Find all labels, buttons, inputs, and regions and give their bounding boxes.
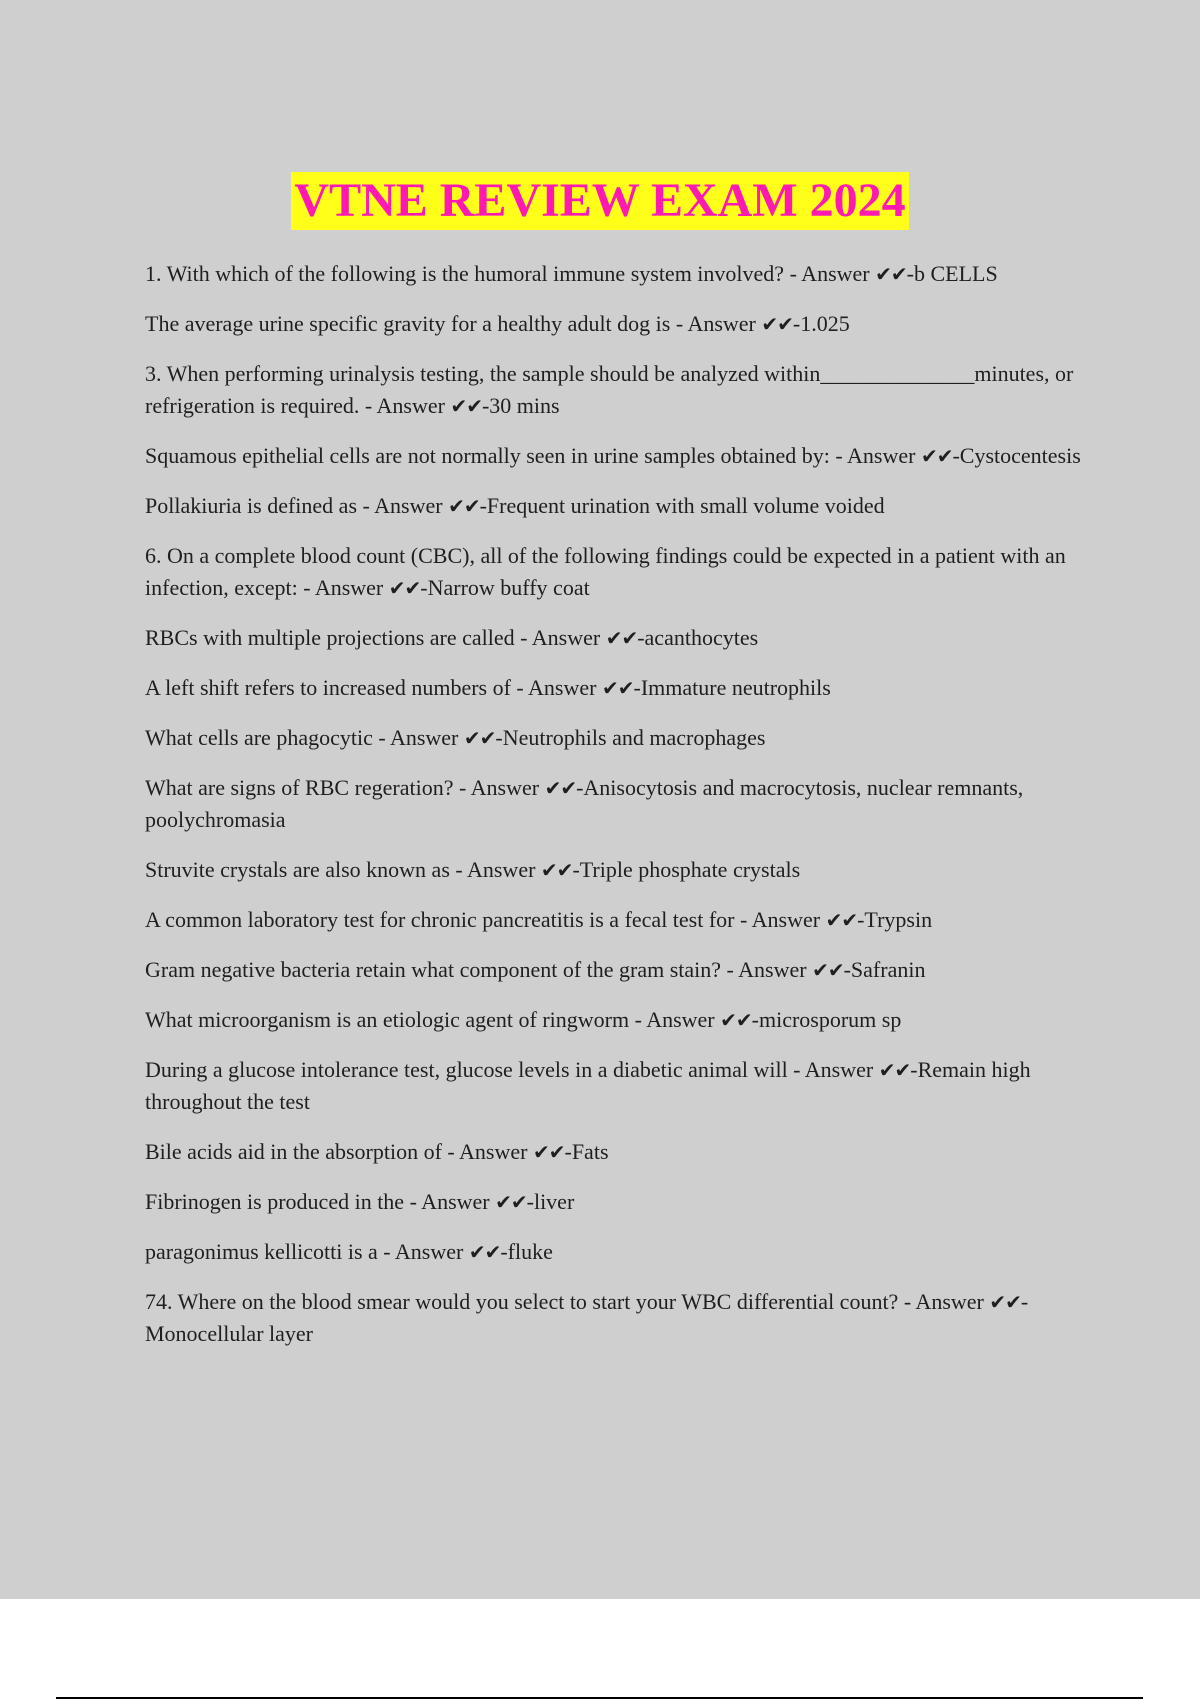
document-title: VTNE REVIEW EXAM 2024 — [291, 172, 908, 230]
double-check-icon: ✔✔ — [544, 776, 577, 800]
qa-item — [145, 258, 1085, 290]
answer-text: -microsporum sp — [751, 1007, 902, 1032]
answer-text: -b CELLS — [906, 261, 998, 286]
question-text: Gram negative bacteria retain what component of the gram stain? - Answer — [145, 957, 813, 982]
qa-item — [145, 1186, 1085, 1218]
qa-item — [145, 1236, 1085, 1268]
double-check-icon: ✔✔ — [875, 262, 907, 286]
question-text: 1. With which of the following is the humoral immune system involved? - Answer — [145, 261, 876, 286]
answer-text: -1.025 — [792, 311, 850, 336]
question-text: Fibrinogen is produced in the - Answer — [145, 1189, 496, 1214]
qa-item — [145, 358, 1085, 422]
answer-text: -Immature neutrophils — [633, 675, 831, 700]
qa-item — [145, 540, 1085, 604]
qa-item — [145, 308, 1085, 340]
qa-item — [145, 1004, 1085, 1036]
question-text: paragonimus kellicotti is a - Answer — [145, 1239, 469, 1264]
double-check-icon: ✔✔ — [463, 726, 496, 750]
answer-text: -Fats — [564, 1139, 609, 1164]
double-check-icon: ✔✔ — [720, 1008, 752, 1032]
question-text: RBCs with multiple projections are called - Answer — [145, 625, 606, 650]
answer-text: -fluke — [500, 1239, 553, 1264]
question-text: A left shift refers to increased numbers of - Answer — [145, 675, 602, 700]
answer-text: -Cystocentesis — [952, 443, 1081, 468]
answer-text: -Remain high throughout the test — [145, 1057, 1031, 1114]
question-answer-list — [145, 258, 1085, 1368]
double-check-icon: ✔✔ — [601, 676, 634, 700]
qa-item — [145, 622, 1085, 654]
qa-item — [145, 722, 1085, 754]
answer-text: -Narrow buffy coat — [420, 575, 590, 600]
double-check-icon: ✔✔ — [468, 1240, 501, 1264]
double-check-icon: ✔✔ — [920, 444, 953, 468]
double-check-icon: ✔✔ — [532, 1140, 565, 1164]
qa-item — [145, 1286, 1085, 1350]
question-text: Struvite crystals are also known as - Answer — [145, 857, 541, 882]
question-text: Bile acids aid in the absorption of - Answer — [145, 1139, 533, 1164]
answer-text: -Trypsin — [857, 907, 933, 932]
qa-item — [145, 672, 1085, 704]
question-text: What are signs of RBC regeration? - Answer — [145, 775, 545, 800]
double-check-icon: ✔✔ — [495, 1190, 527, 1214]
answer-text: -Neutrophils and macrophages — [495, 725, 766, 750]
question-text: During a glucose intolerance test, glucose levels in a diabetic animal will - Answer — [145, 1057, 879, 1082]
double-check-icon: ✔✔ — [605, 626, 638, 650]
question-text: 3. When performing urinalysis testing, the sample should be analyzed within______________minutes, or refrigeration is required. - Answer — [145, 361, 1074, 418]
answer-text: -Anisocytosis and macrocytosis, nuclear remnants, poolychromasia — [145, 775, 1024, 832]
question-text: A common laboratory test for chronic pancreatitis is a fecal test for - Answer — [145, 907, 826, 932]
qa-item — [145, 440, 1085, 472]
qa-item — [145, 954, 1085, 986]
double-check-icon: ✔✔ — [448, 494, 480, 518]
double-check-icon: ✔✔ — [540, 858, 573, 882]
qa-item — [145, 1136, 1085, 1168]
double-check-icon: ✔✔ — [989, 1290, 1021, 1314]
double-check-icon: ✔✔ — [812, 958, 844, 982]
answer-text: -Safranin — [843, 957, 926, 982]
qa-item — [145, 772, 1085, 836]
question-text: Pollakiuria is defined as - Answer — [145, 493, 449, 518]
double-check-icon: ✔✔ — [761, 312, 793, 336]
question-text: 6. On a complete blood count (CBC), all of the following findings could be expected in a patient with an infection, except: - Answer — [145, 543, 1066, 600]
qa-item — [145, 854, 1085, 886]
answer-text: -acanthocytes — [637, 625, 759, 650]
double-check-icon: ✔✔ — [878, 1058, 911, 1082]
title-container — [0, 172, 1200, 230]
question-text: Squamous epithelial cells are not normally seen in urine samples obtained by: - Answer — [145, 443, 921, 468]
question-text: 74. Where on the blood smear would you select to start your WBC differential count? - Answer — [145, 1289, 990, 1314]
double-check-icon: ✔✔ — [825, 908, 858, 932]
question-text: The average urine specific gravity for a healthy adult dog is - Answer — [145, 311, 762, 336]
question-text: What cells are phagocytic - Answer — [145, 725, 464, 750]
answer-text: -Frequent urination with small volume voided — [479, 493, 885, 518]
footer-divider — [56, 1697, 1143, 1699]
qa-item — [145, 1054, 1085, 1118]
double-check-icon: ✔✔ — [450, 394, 482, 418]
qa-item — [145, 904, 1085, 936]
question-text: What microorganism is an etiologic agent of ringworm - Answer — [145, 1007, 721, 1032]
qa-item — [145, 490, 1085, 522]
answer-text: -30 mins — [481, 393, 560, 418]
double-check-icon: ✔✔ — [388, 576, 421, 600]
answer-text: -Monocellular layer — [145, 1289, 1029, 1346]
answer-text: -Triple phosphate crystals — [572, 857, 801, 882]
answer-text: -liver — [526, 1189, 575, 1214]
